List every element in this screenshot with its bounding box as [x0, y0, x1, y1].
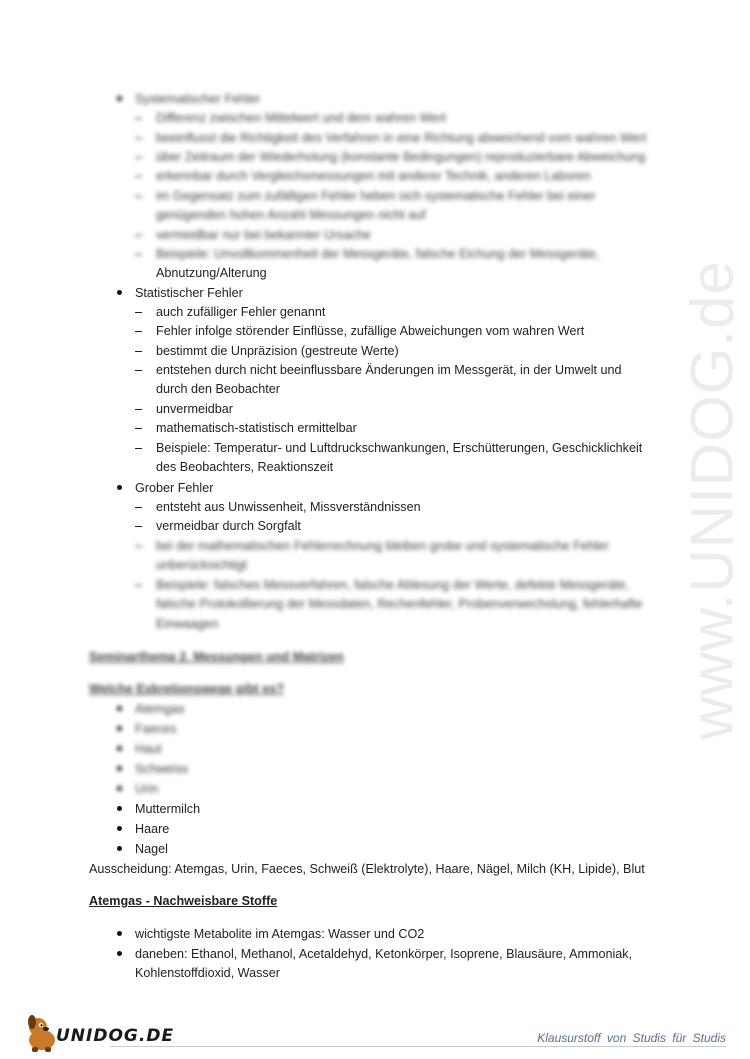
bullet-icon: [117, 826, 122, 831]
bullet-icon: [117, 485, 122, 490]
list-item: erkennbar durch Vergleichsmessungen mit anderer Technik, anderen Laboren: [156, 169, 591, 183]
list-item: vermeidbar durch Sorgfalt: [156, 519, 301, 533]
list-item-continuation: Kohlenstoffdioxid, Wasser: [135, 966, 280, 980]
dash-icon: [135, 157, 142, 158]
list-item-continuation: Einwaagen: [156, 617, 219, 631]
dash-icon: [135, 176, 142, 177]
ausscheidung-text: Ausscheidung: Atemgas, Urin, Faeces, Schweiß (Elektrolyte), Haare, Nägel, Milch (KH, Lipide), Blut: [89, 862, 645, 876]
dash-icon: [135, 196, 142, 197]
list-item: daneben: Ethanol, Methanol, Acetaldehyd, Ketonkörper, Isoprene, Blausäure, Ammoniak,: [135, 947, 633, 961]
list-item: auch zufälliger Fehler genannt: [156, 305, 326, 319]
list-item-continuation: unberücksichtigt: [156, 558, 248, 572]
list-item: Atemgas: [135, 702, 185, 716]
list-item: unvermeidbar: [156, 402, 234, 416]
bullet-icon: [117, 706, 122, 711]
list-item-continuation: genügenden hohen Anzahl Messungen nicht auf: [156, 208, 426, 222]
list-item: Beispiele: falsches Messverfahren, falsche Ablesung der Werte, defekte Messgeräte,: [156, 578, 629, 592]
list-item: entstehen durch nicht beeinflussbare Änderungen im Messgerät, in der Umwelt und: [156, 363, 622, 377]
dog-logo-icon: [24, 1014, 60, 1054]
bullet-icon: [117, 290, 122, 295]
list-item: Nagel: [135, 842, 168, 856]
bullet-icon: [117, 96, 122, 101]
bullet-icon: [117, 846, 122, 851]
dash-icon: [135, 428, 142, 429]
bullet-icon: [117, 806, 122, 811]
list-item: im Gegensatz zum zufälligen Fehler heben sich systematische Fehler bei einer: [156, 189, 596, 203]
list-item: Schweiss: [135, 762, 189, 776]
list-item-continuation: Abnutzung/Alterung: [156, 266, 267, 280]
dash-icon: [135, 546, 142, 547]
logo-text: UNIDOG.DE: [56, 1026, 175, 1046]
dash-icon: [135, 138, 142, 139]
dash-icon: [135, 312, 142, 313]
list-item: Beispiele: Temperatur- und Luftdruckschwankungen, Erschütterungen, Geschicklichkeit: [156, 441, 643, 455]
list-item: beeinflusst die Richtigkeit des Verfahren in eine Richtung abweichend vom wahren Wert: [156, 131, 647, 145]
list-item-continuation: durch den Beobachter: [156, 382, 280, 396]
list-item: Beispiele: Unvollkommenheit der Messgeräte, falsche Eichung der Messgeräte,: [156, 247, 600, 261]
dash-icon: [135, 351, 142, 352]
dash-icon: [135, 507, 142, 508]
bullet-icon: [117, 931, 122, 936]
list-item: Differenz zwischen Mittelwert und dem wahren Wert: [156, 111, 447, 125]
dash-icon: [135, 409, 142, 410]
list-item: mathematisch-statistisch ermittelbar: [156, 421, 357, 435]
watermark: www.UNIDOG.de: [678, 260, 746, 740]
bullet-icon: [117, 726, 122, 731]
dash-icon: [135, 370, 142, 371]
list-item: Fehler infolge störender Einflüsse, zufällige Abweichungen vom wahren Wert: [156, 324, 585, 338]
dash-icon: [135, 585, 142, 586]
section-heading-gross: Grober Fehler: [135, 481, 214, 495]
section-heading-systematic: Systematischer Fehler: [135, 92, 261, 106]
bullet-icon: [117, 786, 122, 791]
list-item: vermeidbar nur bei bekannter Ursache: [156, 228, 371, 242]
bullet-icon: [117, 746, 122, 751]
list-item: Urin: [135, 782, 159, 796]
bullet-icon: [117, 951, 122, 956]
dash-icon: [135, 235, 142, 236]
list-item: bestimmt die Unpräzision (gestreute Werte): [156, 344, 399, 358]
dash-icon: [135, 526, 142, 527]
list-item: entsteht aus Unwissenheit, Missverständnissen: [156, 500, 421, 514]
footer-tagline: Klausurstoff von Studis für Studis: [537, 1031, 726, 1045]
atemgas-heading: Atemgas - Nachweisbare Stoffe: [89, 894, 278, 908]
excretion-question: Welche Exkretionswege gibt es?: [89, 682, 285, 696]
list-item: Faeces: [135, 722, 177, 736]
list-item-continuation: des Beobachters, Reaktionszeit: [156, 460, 334, 474]
seminar-title: Seminarthema 2. Messungen und Matrizen: [89, 650, 344, 664]
dash-icon: [135, 254, 142, 255]
section-heading-statistical: Statistischer Fehler: [135, 286, 243, 300]
list-item: Haare: [135, 822, 170, 836]
list-item: Muttermilch: [135, 802, 201, 816]
list-item: wichtigste Metabolite im Atemgas: Wasser und CO2: [135, 927, 425, 941]
bullet-icon: [117, 766, 122, 771]
list-item: über Zeitraum der Wiederholung (konstante Bedingungen) reproduzierbare Abweichung: [156, 150, 646, 164]
dash-icon: [135, 331, 142, 332]
dash-icon: [135, 448, 142, 449]
list-item-continuation: falsche Protokollierung der Messdaten, Rechenfehler, Probenverwechslung, fehlerhafte: [156, 597, 643, 611]
footer-divider: [110, 1046, 726, 1047]
list-item: Haut: [135, 742, 162, 756]
dash-icon: [135, 118, 142, 119]
list-item: bei der mathematischen Fehlerrechnung bleiben grobe und systematische Fehler: [156, 539, 609, 553]
